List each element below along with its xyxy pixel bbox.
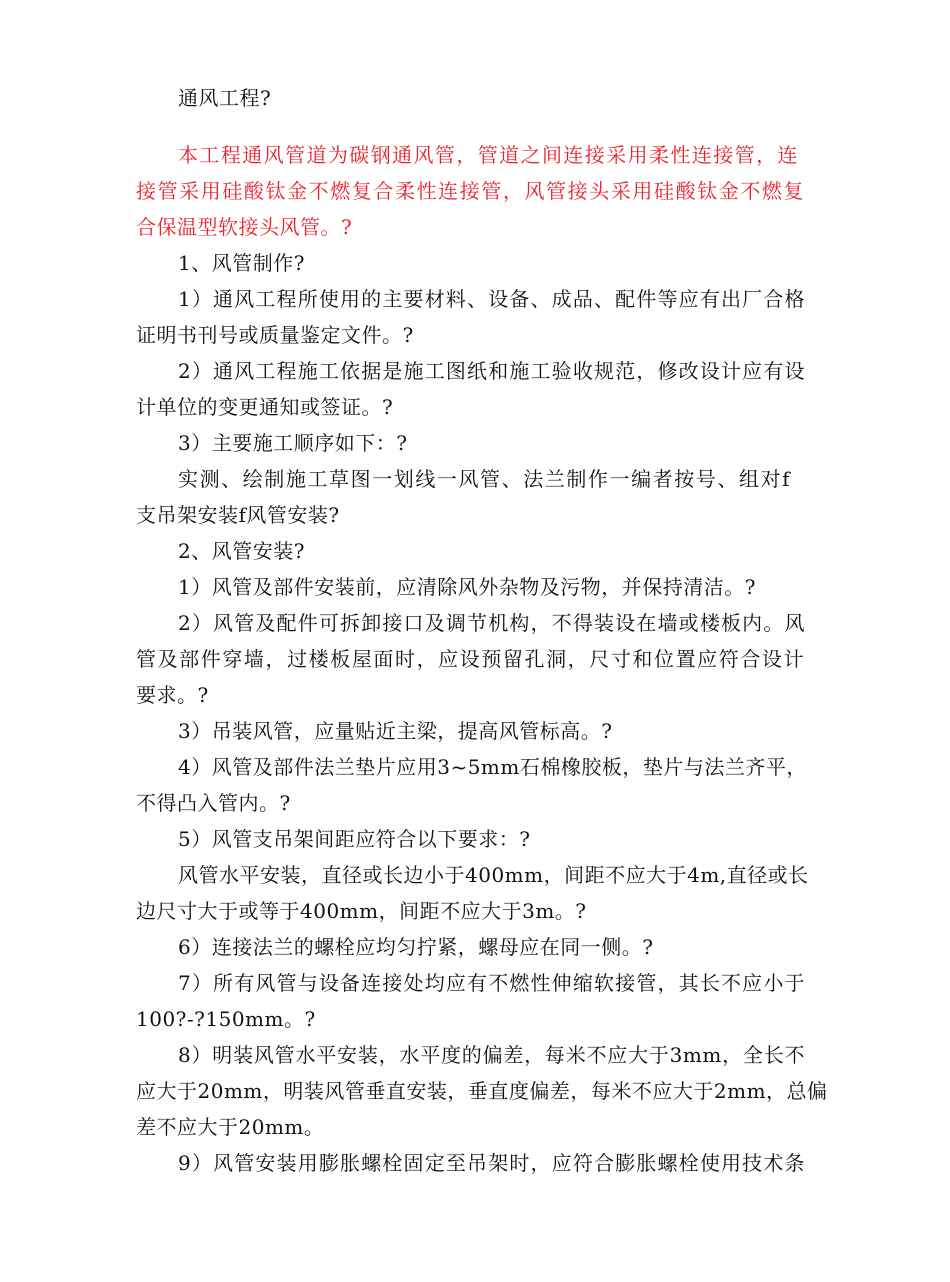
intro-line-3: 合保温型软接头风管。? [136,215,353,239]
paragraph-line: 计单位的变更通知或签证。? [136,395,394,419]
paragraph-line: 4）风管及部件法兰垫片应用3~5mm石棉橡胶板，垫片与法兰齐平， [178,755,807,779]
paragraph-line: 风管水平安装，直径或长边小于400mm，间距不应大于4m,直径或长 [178,863,809,887]
paragraph-line: 1）通风工程所使用的主要材料、设备、成品、配件等应有出厂合格 [178,287,805,311]
paragraph-line: 100?-?150mm。? [136,1007,316,1031]
intro-line-2: 接管采用硅酸钛金不燃复合柔性连接管，风管接头采用硅酸钛金不燃复 [136,179,804,203]
paragraph-line: 支吊架安装f风管安装? [136,503,340,527]
paragraph-line: 7）所有风管与设备连接处均应有不燃性伸缩软接管，其长不应小于 [178,971,805,995]
paragraph-line: 8）明装风管水平安装，水平度的偏差，每米不应大于3mm，全长不 [178,1043,805,1067]
paragraph-line: 1）风管及部件安装前，应清除风外杂物及污物，并保持清洁。? [178,575,756,599]
paragraph-line: 3）主要施工顺序如下：? [178,431,408,455]
paragraph-line: 管及部件穿墙，过楼板屋面时，应设预留孔洞，尺寸和位置应符合设计 [136,647,804,671]
paragraph-line: 证明书刊号或质量鉴定文件。? [136,323,414,347]
paragraph-line: 6）连接法兰的螺栓应均匀拧紧，螺母应在同一侧。? [178,935,654,959]
paragraph-line: 要求。? [136,683,209,707]
section-heading: 通风工程? [178,86,272,110]
paragraph-line: 实测、绘制施工草图一划线一风管、法兰制作一编者按号、组对f [178,467,790,491]
paragraph-line: 5）风管支吊架间距应符合以下要求：? [178,827,531,851]
intro-line-1: 本工程通风管道为碳钢通风管，管道之间连接采用柔性连接管，连 [178,143,798,167]
paragraph-line: 应大于20mm，明装风管垂直安装，垂直度偏差，每米不应大于2mm，总偏 [136,1079,828,1103]
paragraph-line: 9）风管安装用膨胀螺栓固定至吊架时，应符合膨胀螺栓使用技术条 [178,1151,805,1175]
paragraph-line: 不得凸入管内。? [136,791,291,815]
paragraph-line: 3）吊装风管，应量贴近主梁，提高风管标高。? [178,719,613,743]
paragraph-line: 边尺寸大于或等于400mm，间距不应大于3m。? [136,899,587,923]
subheading-duct-fabrication: 1、风管制作? [178,251,305,275]
paragraph-line: 2）通风工程施工依据是施工图纸和施工验收规范，修改设计应有设 [178,359,805,383]
paragraph-line: 2）风管及配件可拆卸接口及调节机构，不得装设在墙或楼板内。风 [178,611,805,635]
paragraph-line: 差不应大于20mm。 [136,1115,325,1139]
subheading-duct-installation: 2、风管安装? [178,539,305,563]
